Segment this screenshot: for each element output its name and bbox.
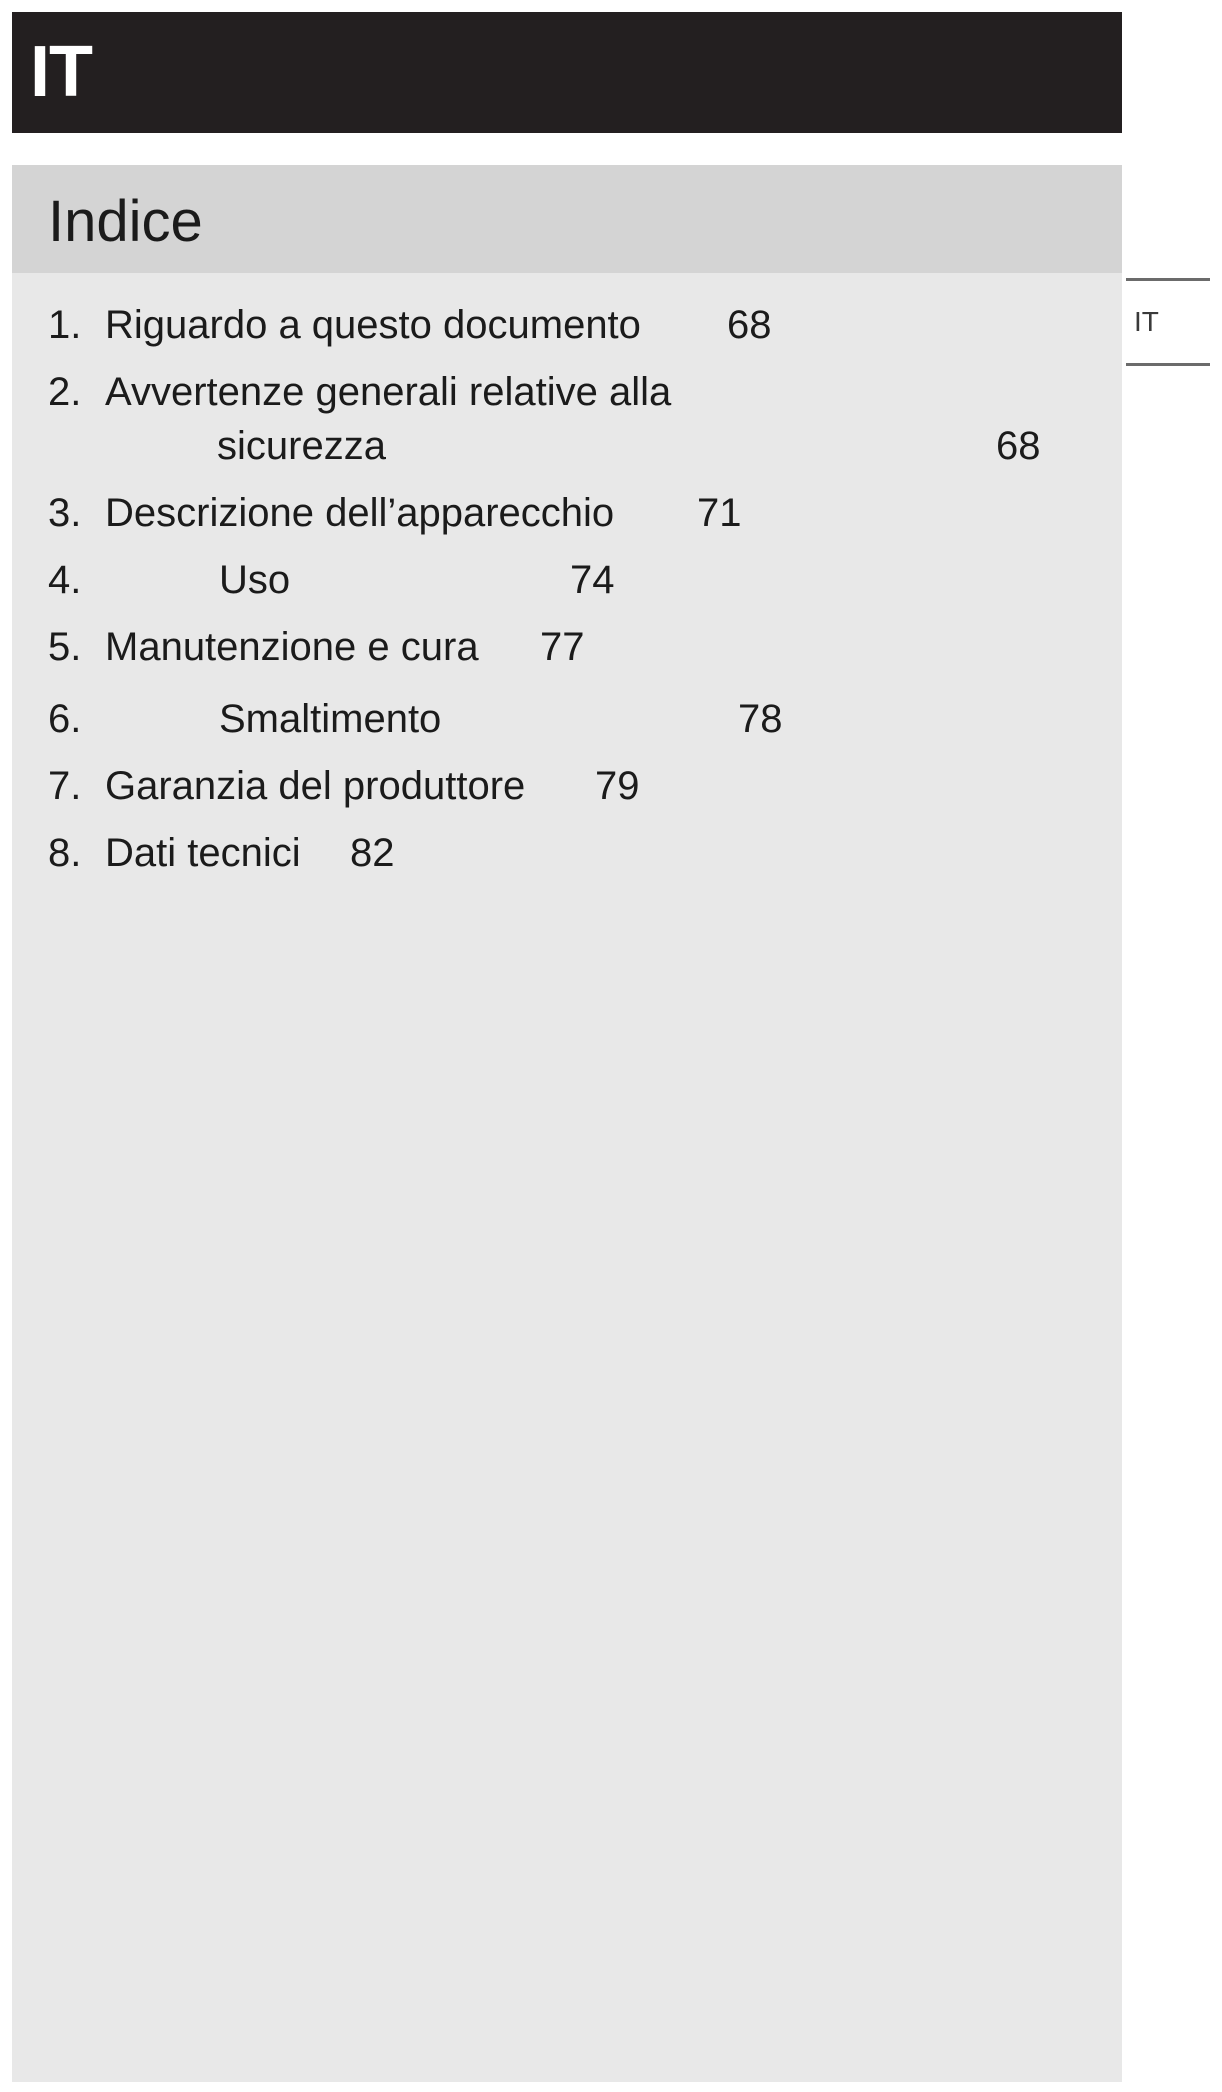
toc-entry-number: 6.	[48, 697, 82, 741]
toc-entry-page: 71	[697, 491, 742, 535]
toc-entry-number: 5.	[48, 625, 82, 669]
table-of-contents	[12, 165, 1122, 2082]
toc-entry-text: Uso	[219, 558, 291, 602]
toc-entry-number: 2.	[48, 370, 82, 414]
toc-header	[12, 165, 1122, 273]
toc-entry-number: 3.	[48, 491, 82, 535]
toc-entry-page: 77	[540, 625, 585, 669]
toc-entry-number: 8.	[48, 831, 82, 875]
toc-entry-page: 82	[350, 831, 395, 875]
toc-entry-page: 78	[738, 697, 783, 741]
language-header-bar	[12, 12, 1122, 133]
toc-entry-text-continued: sicurezza	[217, 424, 386, 468]
language-side-tab[interactable]	[1126, 278, 1210, 366]
toc-entry-text: Descrizione dell’apparecchio	[105, 491, 615, 535]
toc-entry-text: Riguardo a questo documento	[105, 303, 641, 347]
toc-entry-text: Dati tecnici	[105, 831, 301, 875]
toc-entry-text: Garanzia del produttore	[105, 764, 526, 808]
side-tab-bottom-rule	[1126, 363, 1210, 366]
toc-entry-number: 7.	[48, 764, 82, 808]
toc-entry-page: 68	[727, 303, 772, 347]
toc-entry-page: 79	[595, 764, 640, 808]
toc-title: Indice	[48, 189, 203, 254]
toc-entry-number: 1.	[48, 303, 82, 347]
side-tab-label: IT	[1134, 306, 1159, 337]
language-code: IT	[30, 32, 92, 112]
toc-entry-page: 68	[996, 424, 1041, 468]
toc-entry-text: Avvertenze generali relative alla	[105, 370, 672, 414]
toc-entry-text: Smaltimento	[219, 697, 442, 741]
toc-entry-number: 4.	[48, 558, 82, 602]
toc-entry-text: Manutenzione e cura	[105, 625, 479, 669]
side-tab-top-rule	[1126, 278, 1210, 281]
toc-entry-page: 74	[570, 558, 615, 602]
